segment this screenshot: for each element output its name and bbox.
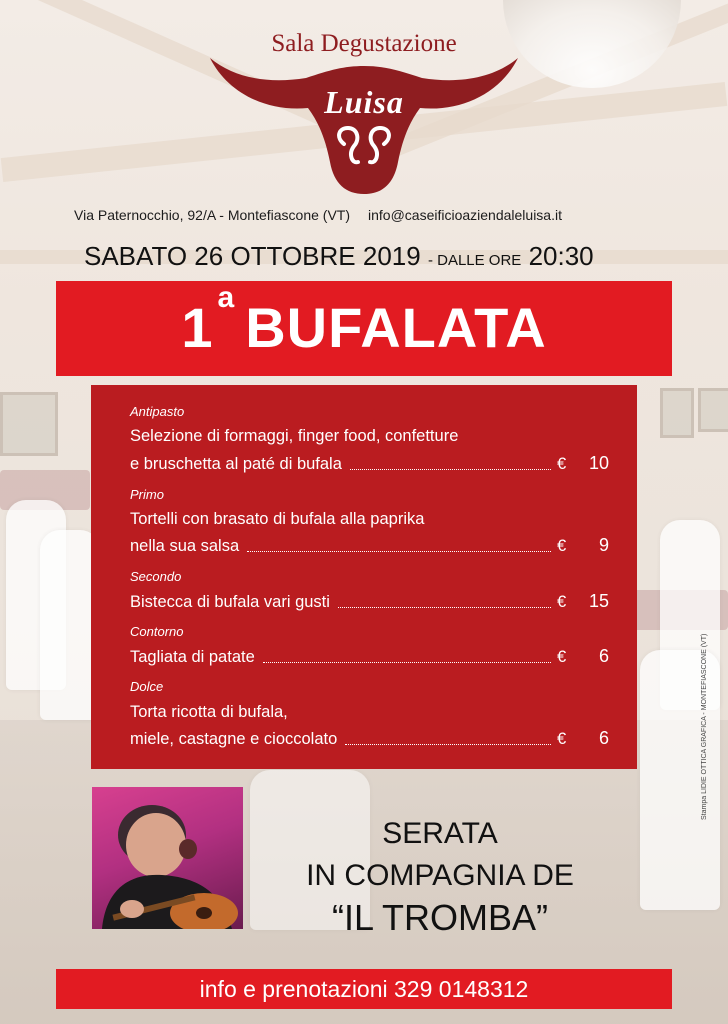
footer-banner	[56, 969, 672, 1009]
course-row	[130, 729, 609, 749]
dot-leader	[263, 662, 551, 663]
dot-leader	[350, 469, 551, 470]
course-price: 6	[598, 728, 609, 748]
course-category: Antipasto	[130, 404, 185, 419]
logo-top-text: Sala Degustazione	[271, 30, 457, 57]
currency-symbol: €	[557, 593, 567, 611]
course-row	[130, 454, 609, 474]
performer-name: “IL TROMBA”	[331, 897, 549, 938]
course-description: Bistecca di bufala vari gusti	[130, 593, 330, 611]
dot-leader	[345, 744, 551, 745]
entertainment-line2: IN COMPAGNIA DE	[306, 859, 574, 892]
course-category: Primo	[130, 487, 164, 502]
address-line	[74, 207, 562, 223]
course-description: miele, castagne e cioccolato	[130, 730, 338, 748]
dot-leader	[338, 607, 551, 608]
course-price: 10	[588, 453, 609, 473]
course-category: Secondo	[130, 569, 182, 584]
course-row	[130, 647, 609, 667]
currency-symbol: €	[557, 455, 567, 473]
event-date: SABATO 26 OTTOBRE 2019	[84, 241, 421, 271]
logo-name: Luisa	[324, 84, 404, 120]
course-description: e bruschetta al paté di bufala	[130, 455, 342, 473]
course-description: Torta ricotta di bufala,	[130, 703, 288, 721]
course-description: Tortelli con brasato di bufala alla paprika	[130, 510, 425, 528]
title-word: BUFALATA	[245, 296, 547, 359]
course-description: nella sua salsa	[130, 537, 240, 555]
logo	[208, 14, 520, 200]
currency-symbol: €	[557, 730, 567, 748]
currency-symbol: €	[557, 648, 567, 666]
email-address: info@caseificioaziendaleluisa.it	[368, 207, 562, 223]
print-credit	[701, 810, 708, 820]
event-time: 20:30	[528, 241, 594, 271]
event-time-prefix: - DALLE ORE	[427, 252, 522, 269]
course-category: Contorno	[130, 624, 184, 639]
reservation-info: info e prenotazioni 329 0148312	[199, 976, 529, 1002]
course-price: 9	[598, 535, 609, 555]
course-price: 6	[598, 646, 609, 666]
currency-symbol: €	[557, 537, 567, 555]
street-address: Via Paternocchio, 92/A - Montefiascone (VT)	[74, 207, 350, 223]
course-description: Selezione di formaggi, finger food, confetture	[130, 427, 459, 445]
title-number: 1	[181, 296, 214, 359]
title-banner	[56, 281, 672, 376]
event-date-line	[84, 241, 594, 272]
menu-panel	[91, 385, 637, 769]
course-row	[130, 536, 609, 556]
entertainment-line1: SERATA	[382, 817, 498, 850]
course-description: Tagliata di patate	[130, 648, 255, 666]
title-ordinal: a	[217, 281, 236, 315]
course-price: 15	[588, 591, 609, 611]
dot-leader	[247, 551, 551, 552]
event-title	[56, 281, 672, 360]
course-category: Dolce	[130, 679, 164, 694]
course-row	[130, 592, 609, 612]
entertainment-text	[245, 813, 635, 939]
musician-photo	[92, 787, 243, 929]
